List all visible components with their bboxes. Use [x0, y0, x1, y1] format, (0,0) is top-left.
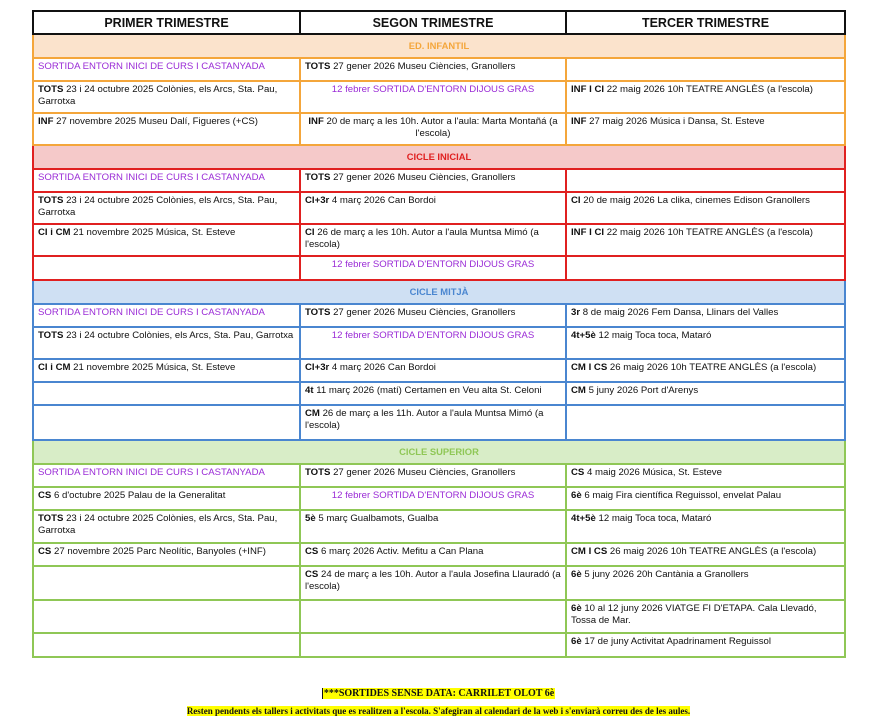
group-code: CM I CS — [571, 546, 608, 557]
activity-cell — [300, 113, 566, 145]
group-code: TOTS — [305, 172, 331, 183]
section-title: CICLE SUPERIOR — [33, 440, 845, 464]
activity-cell — [33, 256, 300, 280]
activity-text: 26 maig 2026 10h TEATRE ANGLÈS (a l'escola) — [607, 362, 817, 373]
activity-cell — [566, 359, 845, 382]
activity-cell — [300, 224, 566, 256]
activity-text: SORTIDA ENTORN INICI DE CURS I CASTANYADA — [38, 307, 265, 318]
group-code: 4t+5è — [571, 330, 596, 341]
activity-text: 27 novembre 2025 Parc Neolític, Banyoles (+INF) — [51, 546, 266, 557]
group-code: TOTS — [38, 84, 64, 95]
activity-cell — [566, 405, 845, 440]
group-code: INF — [38, 116, 54, 127]
group-code: CS — [305, 569, 319, 580]
group-code: 6è — [571, 603, 582, 614]
activity-text: 24 de març a les 10h. Autor a l'aula Josefina Llauradó (a l'escola) — [305, 569, 561, 592]
table-row — [33, 487, 845, 510]
activity-text: 8 de maig 2026 Fem Dansa, Llinars del Valles — [580, 307, 779, 318]
activity-cell — [566, 510, 845, 543]
activity-cell — [33, 464, 300, 487]
table-row — [33, 510, 845, 543]
group-code: 6è — [571, 490, 582, 501]
activity-cell — [33, 510, 300, 543]
activity-text: 23 i 24 octubre Colònies, els Arcs, Sta. Pau, Garrotxa — [63, 330, 294, 341]
section-row-ini — [33, 145, 845, 169]
table-row — [33, 327, 845, 359]
table-row — [33, 600, 845, 633]
activity-cell — [33, 192, 300, 224]
activity-cell — [300, 382, 566, 405]
group-code: 5è — [305, 513, 316, 524]
activity-cell — [566, 113, 845, 145]
activity-cell — [566, 382, 845, 405]
activity-cell — [566, 58, 845, 81]
group-code: CS — [38, 546, 52, 557]
activity-cell — [300, 464, 566, 487]
group-code: INF — [571, 116, 587, 127]
section-row-mit — [33, 280, 845, 304]
activity-cell — [33, 58, 300, 81]
activity-text: 27 gener 2026 Museu Ciències, Granollers — [330, 467, 516, 478]
activity-text: 17 de juny Activitat Apadrinament Reguissol — [581, 636, 771, 647]
table-row — [33, 566, 845, 600]
group-code: 6è — [571, 636, 582, 647]
table-row — [33, 113, 845, 145]
group-code: CI — [571, 195, 581, 206]
table-row — [33, 81, 845, 113]
activity-cell — [33, 487, 300, 510]
activity-cell — [300, 169, 566, 192]
activity-cell — [300, 81, 566, 113]
activity-text: 12 febrer SORTIDA D'ENTORN DIJOUS GRAS — [331, 259, 535, 270]
activity-cell — [300, 543, 566, 566]
table-row — [33, 256, 845, 280]
activity-cell — [300, 633, 566, 657]
activity-cell — [300, 510, 566, 543]
header-row — [33, 11, 845, 34]
group-code: CI i CM — [38, 227, 71, 238]
table-row — [33, 543, 845, 566]
group-code: INF I CI — [571, 227, 605, 238]
activity-cell — [300, 327, 566, 359]
calendar-table-container — [32, 10, 844, 658]
activity-cell — [566, 81, 845, 113]
group-code: CI+3r — [305, 362, 330, 373]
activity-text: 20 de març a les 10h. Autor a l'aula: Marta Montañá (a l'escola) — [323, 116, 558, 139]
group-code: TOTS — [305, 467, 331, 478]
activity-cell — [33, 382, 300, 405]
header-tercer-trimestre: TERCER TRIMESTRE — [566, 11, 845, 34]
group-code: CM — [305, 408, 320, 419]
activity-text: SORTIDA ENTORN INICI DE CURS I CASTANYADA — [38, 172, 265, 183]
activity-cell — [566, 543, 845, 566]
group-code: TOTS — [38, 513, 64, 524]
group-code: CI i CM — [38, 362, 71, 373]
activity-cell — [33, 224, 300, 256]
table-row — [33, 58, 845, 81]
activity-cell — [566, 256, 845, 280]
activity-cell — [300, 256, 566, 280]
section-title: CICLE INICIAL — [33, 145, 845, 169]
activity-cell — [33, 600, 300, 633]
activity-cell — [300, 487, 566, 510]
activity-text: 21 novembre 2025 Música, St. Esteve — [70, 227, 236, 238]
activity-text: 27 gener 2026 Museu Ciències, Granollers — [330, 307, 516, 318]
activity-text: 6 maig Fira científica Reguissol, envelat Palau — [581, 490, 782, 501]
table-row — [33, 169, 845, 192]
footer-notes — [0, 683, 877, 719]
header-primer-trimestre: PRIMER TRIMESTRE — [33, 11, 300, 34]
activity-text: 6 d'octubre 2025 Palau de la Generalitat — [51, 490, 226, 501]
group-code: CS — [38, 490, 52, 501]
group-code: CM — [571, 385, 586, 396]
section-row-sup — [33, 440, 845, 464]
activity-text: 27 gener 2026 Museu Ciències, Granollers — [330, 61, 516, 72]
activity-cell — [33, 633, 300, 657]
calendar-body — [33, 34, 845, 657]
group-code: TOTS — [305, 307, 331, 318]
activity-text: 5 juny 2026 Port d'Arenys — [585, 385, 699, 396]
group-code: INF I CI — [571, 84, 605, 95]
activity-text: 26 de març a les 10h. Autor a l'aula Muntsa Mimó (a l'escola) — [305, 227, 539, 250]
activity-text: 12 maig Toca toca, Mataró — [595, 330, 712, 341]
activity-text: SORTIDA ENTORN INICI DE CURS I CASTANYADA — [38, 467, 265, 478]
table-row — [33, 633, 845, 657]
activity-text: 20 de maig 2026 La clika, cinemes Edison Granollers — [580, 195, 810, 206]
activity-cell — [300, 192, 566, 224]
group-code: 6è — [571, 569, 582, 580]
activity-text: 5 juny 2026 20h Cantània a Granollers — [581, 569, 749, 580]
table-row — [33, 224, 845, 256]
table-row — [33, 192, 845, 224]
footer-undated-trips: ***SORTIDES SENSE DATA: CARRILET OLOT 6è — [323, 688, 555, 699]
activity-text: 26 de març a les 11h. Autor a l'aula Muntsa Mimó (a l'escola) — [305, 408, 544, 431]
activity-text: 12 febrer SORTIDA D'ENTORN DIJOUS GRAS — [331, 330, 535, 341]
activity-cell — [300, 405, 566, 440]
group-code: INF — [308, 116, 324, 127]
activity-text: 4 març 2026 Can Bordoi — [329, 362, 436, 373]
activity-cell — [566, 192, 845, 224]
activity-cell — [566, 566, 845, 600]
activity-cell — [33, 169, 300, 192]
activity-text: 12 febrer SORTIDA D'ENTORN DIJOUS GRAS — [331, 84, 535, 95]
group-code: TOTS — [305, 61, 331, 72]
activity-text: 23 i 24 octubre 2025 Colònies, els Arcs, Sta. Pau, Garrotxa — [38, 84, 278, 107]
section-title: CICLE MITJÀ — [33, 280, 845, 304]
activity-cell — [566, 464, 845, 487]
activity-cell — [566, 304, 845, 327]
activity-cell — [566, 487, 845, 510]
group-code: CS — [571, 467, 585, 478]
activity-text: 27 novembre 2025 Museu Dalí, Figueres (+CS) — [53, 116, 258, 127]
activity-text: 26 maig 2026 10h TEATRE ANGLÈS (a l'escola) — [607, 546, 817, 557]
footer-pending-workshops: Resten pendents els tallers i activitats que es realitzen a l'escola. S'afegiran al calendari de la web i s'enviarà correu des de les aules. — [186, 706, 691, 716]
group-code: CS — [305, 546, 319, 557]
activity-cell — [566, 633, 845, 657]
table-row — [33, 359, 845, 382]
group-code: 4t+5è — [571, 513, 596, 524]
activity-cell — [33, 304, 300, 327]
group-code: TOTS — [38, 330, 64, 341]
group-code: CM I CS — [571, 362, 608, 373]
activity-cell — [300, 566, 566, 600]
table-row — [33, 405, 845, 440]
group-code: 4t — [305, 385, 314, 396]
activity-text: 23 i 24 octubre 2025 Colònies, els Arcs, Sta. Pau, Garrotxa — [38, 195, 278, 218]
activity-text: 23 i 24 octubre 2025 Colònies, els Arcs, Sta. Pau, Garrotxa — [38, 513, 278, 536]
activity-cell — [33, 113, 300, 145]
activity-cell — [33, 543, 300, 566]
table-row — [33, 304, 845, 327]
section-row-inf — [33, 34, 845, 58]
activity-text: SORTIDA ENTORN INICI DE CURS I CASTANYADA — [38, 61, 265, 72]
activity-cell — [566, 169, 845, 192]
activity-text: 4 març 2026 Can Bordoi — [329, 195, 436, 206]
group-code: CI+3r — [305, 195, 330, 206]
activity-cell — [33, 405, 300, 440]
activity-text: 22 maig 2026 10h TEATRE ANGLÈS (a l'escola) — [604, 84, 813, 95]
activity-text: 6 març 2026 Activ. Mefitu a Can Plana — [318, 546, 484, 557]
activity-cell — [300, 58, 566, 81]
table-row — [33, 382, 845, 405]
activity-cell — [566, 600, 845, 633]
activity-cell — [33, 566, 300, 600]
activity-cell — [33, 81, 300, 113]
activity-text: 11 març 2026 (matí) Certamen en Veu alta St. Celoni — [313, 385, 542, 396]
group-code: TOTS — [38, 195, 64, 206]
header-segon-trimestre: SEGON TRIMESTRE — [300, 11, 566, 34]
activity-text: 10 al 12 juny 2026 VIATGE FI D'ETAPA. Cala Llevadó, Tossa de Mar. — [571, 603, 817, 626]
section-title: ED. INFANTIL — [33, 34, 845, 58]
activity-cell — [33, 327, 300, 359]
table-row — [33, 464, 845, 487]
activity-text: 12 febrer SORTIDA D'ENTORN DIJOUS GRAS — [331, 490, 535, 501]
activity-cell — [300, 359, 566, 382]
activity-cell — [300, 304, 566, 327]
activity-text: 27 maig 2026 Música i Dansa, St. Esteve — [586, 116, 765, 127]
activity-cell — [566, 327, 845, 359]
activity-text: 5 març Gualbamots, Gualba — [315, 513, 439, 524]
activity-cell — [300, 600, 566, 633]
activity-text: 21 novembre 2025 Música, St. Esteve — [70, 362, 236, 373]
activity-cell — [33, 359, 300, 382]
activity-text: 4 maig 2026 Música, St. Esteve — [584, 467, 722, 478]
group-code: 3r — [571, 307, 581, 318]
trimester-calendar-table — [32, 10, 846, 658]
activity-text: 22 maig 2026 10h TEATRE ANGLÈS (a l'escola) — [604, 227, 813, 238]
group-code: CI — [305, 227, 315, 238]
activity-text: 12 maig Toca toca, Mataró — [595, 513, 712, 524]
activity-cell — [566, 224, 845, 256]
activity-text: 27 gener 2026 Museu Ciències, Granollers — [330, 172, 516, 183]
